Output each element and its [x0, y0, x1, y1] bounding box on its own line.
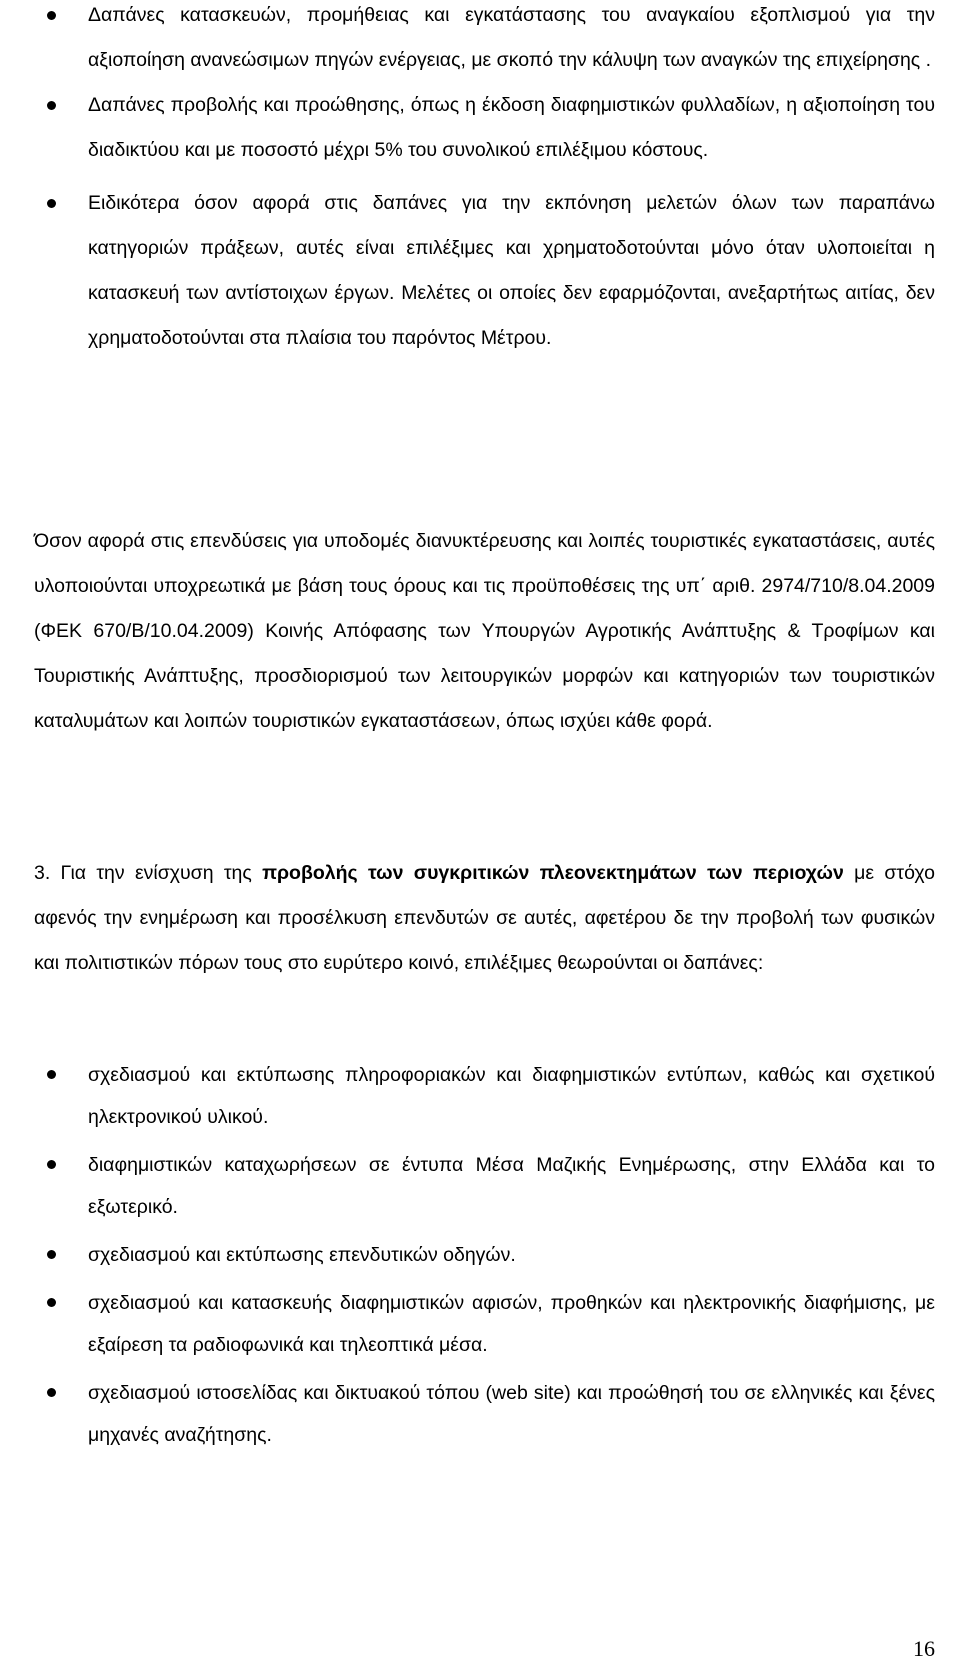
paragraph-accommodation: Όσον αφορά στις επενδύσεις για υποδομές διανυκτέρευσης και λοιπές τουριστικές εγκαταστάσεις, αυτές υλοποιούνται υποχρεωτικά με βάση τους όρους και τις προϋποθέσεις της υπ΄ αριθ. 2974/710/8.04.2009 (ΦΕΚ 670/Β/10.04.2009) Κοινής Απόφασης των Υπουργών Αγροτικής Ανάπτυξης & Τροφίμων και Τουριστικής Ανάπτυξης, προσδιορισμού των λειτουργικών μορφών και κατηγοριών των τουριστικών καταλυμάτων και λοιπών τουριστικών εγκαταστάσεων, όπως ισχύει κάθε φορά. — [34, 530, 935, 732]
list-item-text: Δαπάνες κατασκευών, προμήθειας και εγκατάστασης του αναγκαίου εξοπλισμού για την αξιοποίηση ανανεώσιμων πηγών ενέργειας, με σκοπό την κάλυψη των αναγκών της επιχείρησης . — [88, 4, 935, 71]
list-item-text: σχεδιασμού και εκτύπωσης πληροφοριακών και διαφημιστικών εντύπων, καθώς και σχετικού ηλεκτρονικού υλικού. — [88, 1064, 935, 1128]
top-bullet-list — [0, 0, 960, 361]
bullet-icon — [47, 1250, 56, 1259]
paragraph-rest: με στόχο αφενός την ενημέρωση και προσέλκυση επενδυτών σε αυτές, αφετέρου δε την προβολή των φυσικών και πολιτιστικών πόρων τους στο ευρύτερο κοινό, επιλέξιμες θεωρούνται οι δαπάνες: — [34, 862, 935, 974]
list-item — [0, 1054, 960, 1138]
list-item — [0, 1144, 960, 1228]
list-item — [0, 1234, 960, 1276]
list-item — [0, 1372, 960, 1456]
list-item — [0, 0, 960, 83]
bullet-icon — [47, 1298, 56, 1307]
list-item-text: σχεδιασμού ιστοσελίδας και δικτυακού τόπου (web site) και προώθησή του σε ελληνικές και ξένες μηχανές αναζήτησης. — [88, 1382, 935, 1446]
paragraph-intro: 3. Για την ενίσχυση της — [34, 862, 263, 884]
bullet-icon — [47, 1160, 56, 1169]
list-item-text: Δαπάνες προβολής και προώθησης, όπως η έκδοση διαφημιστικών φυλλαδίων, η αξιοποίηση του διαδικτύου και με ποσοστό μέχρι 5% του συνολικού επιλέξιμου κόστους. — [88, 94, 935, 161]
list-item-text: σχεδιασμού και κατασκευής διαφημιστικών αφισών, προθηκών και ηλεκτρονικής διαφήμισης, με εξαίρεση τα ραδιοφωνικά και τηλεοπτικά μέσα. — [88, 1292, 935, 1356]
list-item-text: σχεδιασμού και εκτύπωσης επενδυτικών οδηγών. — [88, 1244, 516, 1266]
bullet-icon — [47, 1070, 56, 1079]
list-item-text: Ειδικότερα όσον αφορά στις δαπάνες για την εκπόνηση μελετών όλων των παραπάνω κατηγοριών πράξεων, αυτές είναι επιλέξιμες και χρηματοδοτούνται μόνο όταν υλοποιείται η κατασκευή των αντίστοιχων έργων. Μελέτες οι οποίες δεν εφαρμόζονται, ανεξαρτήτως αιτίας, δεν χρηματοδοτούνται στα πλαίσια του παρόντος Μέτρου. — [88, 192, 935, 349]
list-item-text: διαφημιστικών καταχωρήσεων σε έντυπα Μέσα Μαζικής Ενημέρωσης, στην Ελλάδα και το εξωτερικό. — [88, 1154, 935, 1218]
bullet-icon — [47, 1388, 56, 1397]
list-item — [0, 83, 960, 173]
bottom-bullet-list — [0, 1054, 960, 1456]
list-item — [0, 181, 960, 361]
bullet-icon — [47, 199, 56, 208]
paragraph-bold-phrase: προβολής των συγκριτικών πλεονεκτημάτων των περιοχών — [262, 862, 844, 884]
bullet-icon — [47, 11, 56, 20]
paragraph-promotion — [34, 851, 935, 986]
list-item — [0, 1282, 960, 1366]
page-number: 16 — [913, 1636, 935, 1661]
bullet-icon — [47, 101, 56, 110]
